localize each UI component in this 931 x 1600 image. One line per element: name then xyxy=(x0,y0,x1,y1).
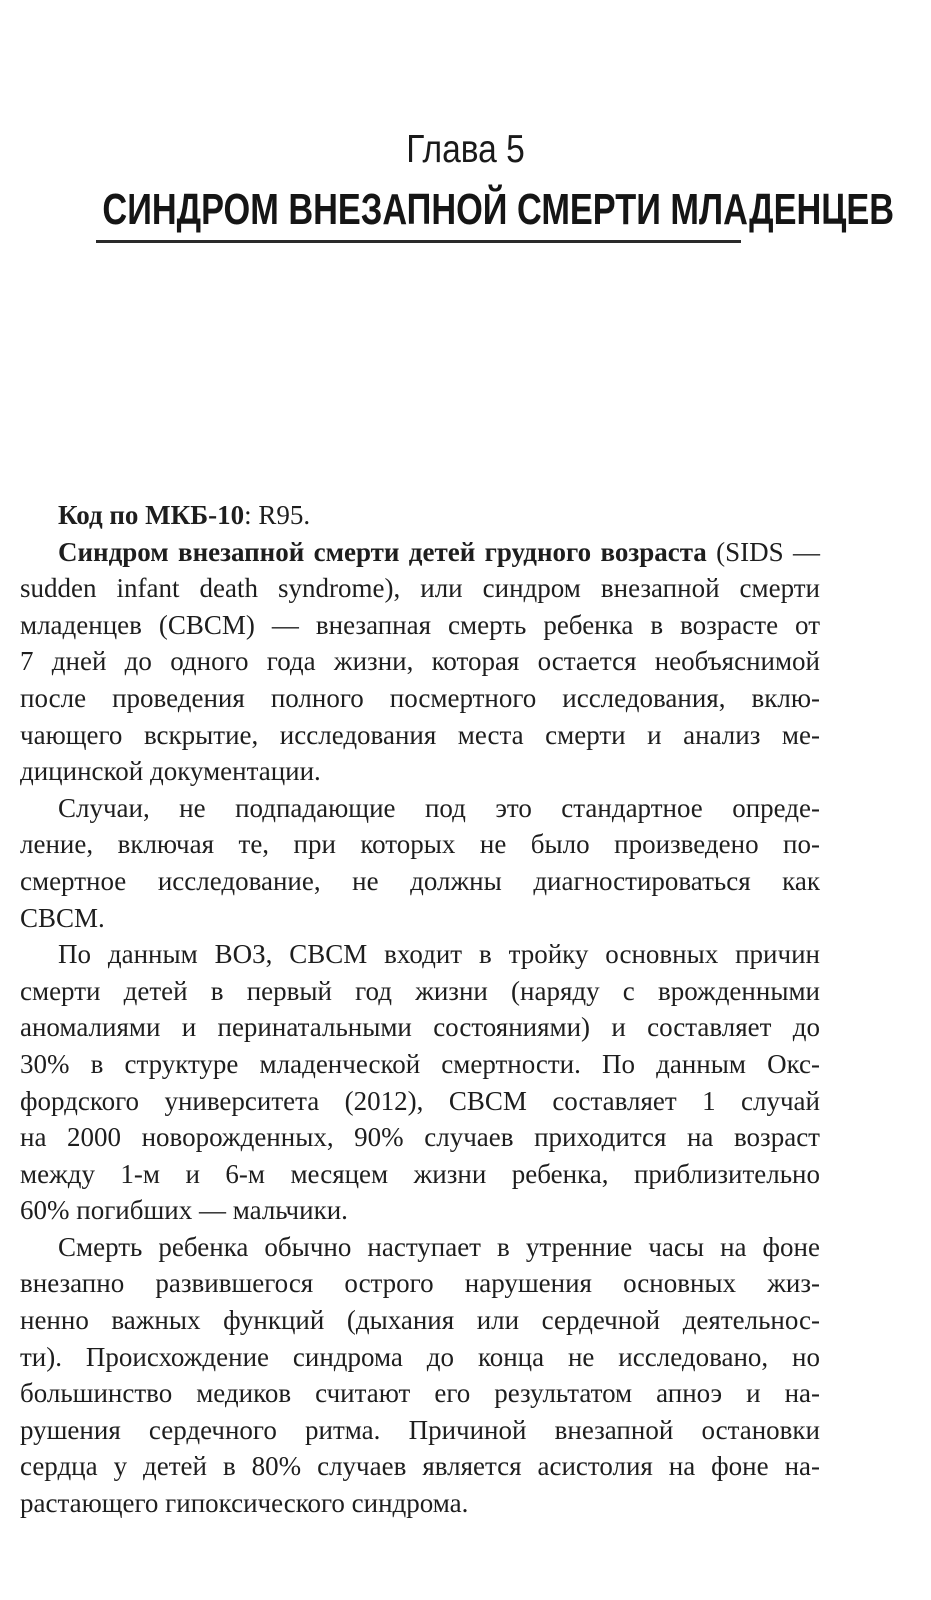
paragraph-definition-line: младенцев (СВСМ) — внезапная смерть ребенка в возрасте от xyxy=(20,609,820,640)
paragraph-pathogenesis-line: рушения сердечного ритма. Причиной внезапной остановки xyxy=(20,1414,820,1445)
paragraph-pathogenesis-line: растающего гипоксического синдрома. xyxy=(20,1488,469,1519)
paragraph-statistics-line: между 1-м и 6-м месяцем жизни ребенка, приблизительно xyxy=(20,1158,820,1189)
paragraph-definition-line xyxy=(20,534,820,571)
paragraph-statistics-line: 60% погибших — мальчики. xyxy=(20,1195,348,1226)
paragraph-pathogenesis-line: большинство медиков считают его результатом апноэ и на- xyxy=(20,1378,820,1409)
paragraph-statistics-line: смерти детей в первый год жизни (наряду с врожденными xyxy=(20,975,820,1006)
icd-code-value: : R95. xyxy=(244,500,311,530)
paragraph-definition-line: 7 дней до одного года жизни, которая остается необъяснимой xyxy=(20,646,820,677)
paragraph-pathogenesis-line: ненно важных функций (дыхания или сердечной деятельнос- xyxy=(20,1305,820,1336)
chapter-body xyxy=(20,497,820,1522)
paragraph-pathogenesis-line: ти). Происхождение синдрома до конца не исследовано, но xyxy=(20,1341,820,1372)
paragraph-statistics-line: По данным ВОЗ, СВСМ входит в тройку основных причин xyxy=(58,939,820,970)
paragraph-exclusions-line: Случаи, не подпадающие под это стандартное опреде- xyxy=(58,792,820,823)
icd-code-label: Код по МКБ-10 xyxy=(58,500,245,530)
title-divider xyxy=(96,240,741,243)
paragraph-definition-line: sudden infant death syndrome), или синдром внезапной смерти xyxy=(20,573,820,604)
chapter-title: СИНДРОМ ВНЕЗАПНОЙ СМЕРТИ МЛАДЕНЦЕВ xyxy=(102,185,895,234)
sids-term: Синдром внезапной смерти детей грудного возраста xyxy=(58,536,707,567)
paragraph-definition-line: после проведения полного посмертного исследования, вклю- xyxy=(20,682,820,713)
chapter-number: Глава 5 xyxy=(406,128,525,171)
definition-text: (SIDS — xyxy=(706,536,820,567)
paragraph-definition-line: дицинской документации. xyxy=(20,756,321,787)
paragraph-icd-code xyxy=(20,497,820,534)
paragraph-exclusions-line: смертное исследование, не должны диагностироваться как xyxy=(20,865,820,896)
paragraph-statistics-line: аномалиями и перинатальными состояниями) и составляет до xyxy=(20,1012,820,1043)
paragraph-statistics-line: 30% в структуре младенческой смертности. По данным Окс- xyxy=(20,1048,820,1079)
paragraph-pathogenesis-line: внезапно развившегося острого нарушения основных жиз- xyxy=(20,1268,820,1299)
paragraph-pathogenesis-line: сердца у детей в 80% случаев является асистолия на фоне на- xyxy=(20,1451,820,1482)
paragraph-exclusions-line: СВСМ. xyxy=(20,902,105,933)
paragraph-statistics-line: на 2000 новорожденных, 90% случаев приходится на возраст xyxy=(20,1122,820,1153)
paragraph-exclusions-line: ление, включая те, при которых не было произведено по- xyxy=(20,829,820,860)
paragraph-pathogenesis-line: Смерть ребенка обычно наступает в утренние часы на фоне xyxy=(58,1231,820,1262)
paragraph-statistics-line: фордского университета (2012), СВСМ составляет 1 случай xyxy=(20,1085,820,1116)
paragraph-definition-line: чающего вскрытие, исследования места смерти и анализ ме- xyxy=(20,719,820,750)
